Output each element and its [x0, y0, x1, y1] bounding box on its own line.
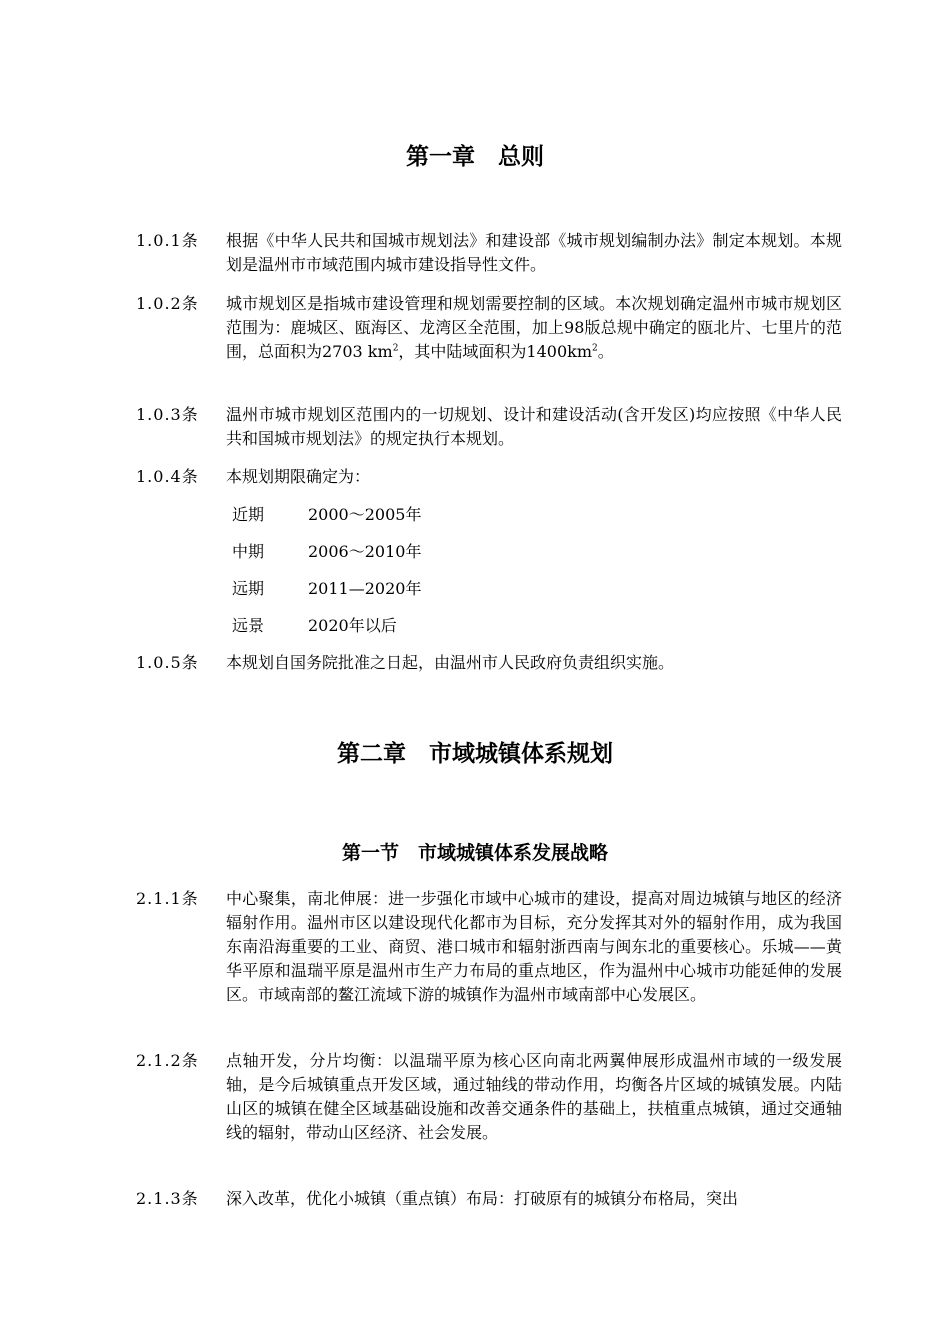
clause-text: 本规划期限确定为： [226, 467, 371, 486]
period-range: 2006～2010年 [308, 542, 422, 561]
clause-1-0-2 [136, 292, 842, 364]
chapter-1-title: 第一章 总则 [406, 144, 544, 170]
clause-text: 中心聚集，南北伸展：进一步强化市域中心城市的建设，提高对周边城镇与地区的经济辐射作用。温州市区以建设现代化都市为目标，充分发挥其对外的辐射作用，成为我国东南沿海重要的工业、商贸、港口城市和辐射浙西南与闽东北的重要核心。乐城——黄华平原和温瑞平原是温州市生产力布局的重点地区，作为温州中心城市功能延伸的发展区。市域南部的鳌江流域下游的城镇作为温州市域南部中心发展区。 [226, 889, 842, 1004]
section-1-title: 第一节 市域城镇体系发展战略 [341, 842, 608, 864]
clause-number: 2.1.1条 [136, 889, 199, 908]
clause-2-1-1 [136, 887, 842, 1007]
clause-text: 温州市城市规划区范围内的一切规划、设计和建设活动(含开发区)均应按照《中华人民共和国城市规划法》的规定执行本规划。 [226, 405, 842, 448]
clause-1-0-1 [136, 229, 842, 277]
clause-text-part: 城市规划区是指城市建设管理和规划需要控制的区域。本次规划确定温州市城市规划区范围为：鹿城区、瓯海区、龙湾区全范围，加上98版总规中确定的瓯北片、七里片的范围，总面积为2703 km [226, 294, 842, 361]
superscript-2: 2 [592, 343, 598, 354]
clause-number: 1.0.2条 [136, 294, 199, 313]
clause-number: 1.0.5条 [136, 653, 199, 672]
period-range: 2011—2020年 [308, 579, 422, 598]
clause-text: 点轴开发，分片均衡：以温瑞平原为核心区向南北两翼伸展形成温州市域的一级发展轴，是今后城镇重点开发区域，通过轴线的带动作用，均衡各片区域的城镇发展。内陆山区的城镇在健全区域基础设施和改善交通条件的基础上，扶植重点城镇，通过交通轴线的辐射，带动山区经济、社会发展。 [226, 1051, 842, 1142]
clause-1-0-5 [136, 651, 842, 675]
clause-2-1-3 [136, 1187, 842, 1211]
clause-1-0-4 [136, 465, 842, 489]
period-label: 远期 [232, 579, 265, 598]
period-label: 远景 [232, 616, 265, 635]
clause-1-0-3 [136, 403, 842, 451]
clause-text: 本规划自国务院批准之日起，由温州市人民政府负责组织实施。 [226, 653, 675, 672]
chapter-2-title: 第二章 市域城镇体系规划 [337, 741, 613, 767]
clause-text: 深入改革，优化小城镇（重点镇）布局：打破原有的城镇分布格局，突出 [226, 1189, 739, 1208]
superscript-2: 2 [392, 343, 399, 354]
clause-2-1-2 [136, 1049, 842, 1145]
clause-number: 1.0.4条 [136, 467, 199, 486]
clause-text: 根据《中华人民共和国城市规划法》和建设部《城市规划编制办法》制定本规划。本规划是温州市市域范围内城市建设指导性文件。 [226, 231, 842, 274]
period-range: 2020年以后 [308, 616, 397, 635]
period-label: 中期 [232, 542, 265, 561]
clause-text-part: ，其中陆域面积为1400km [398, 342, 593, 361]
clause-text-part: 。 [597, 342, 614, 361]
clause-number: 1.0.1条 [136, 231, 199, 250]
clause-number: 1.0.3条 [136, 405, 199, 424]
clause-number: 2.1.3条 [136, 1189, 199, 1208]
period-label: 近期 [232, 505, 265, 524]
clause-text [226, 292, 842, 364]
period-range: 2000～2005年 [308, 505, 422, 524]
clause-number: 2.1.2条 [136, 1051, 199, 1070]
